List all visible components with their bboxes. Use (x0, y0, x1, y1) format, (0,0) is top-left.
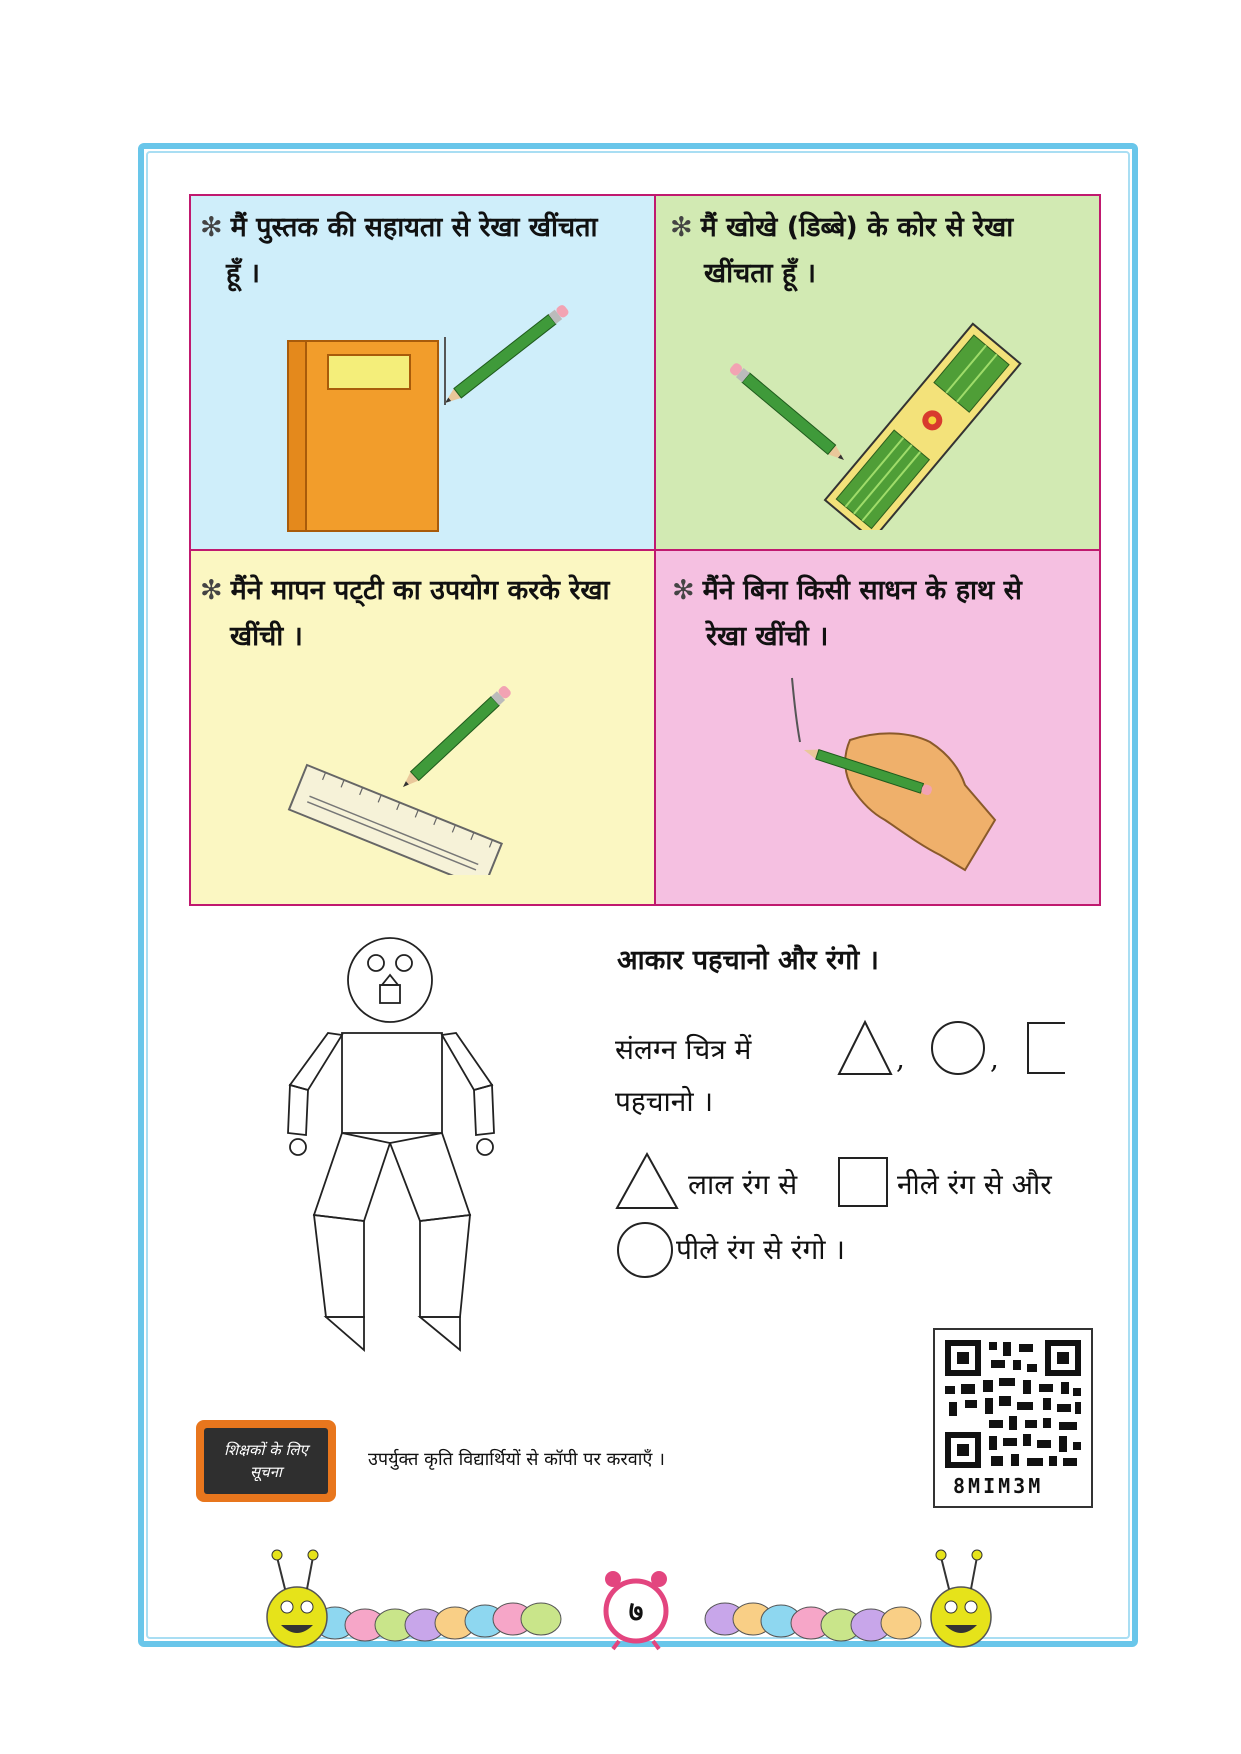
caption-book-line1: मैं पुस्तक की सहायता से रेखा खींचता (230, 212, 598, 243)
ruler-icon (289, 765, 502, 875)
pencil-icon (399, 684, 512, 791)
teacher-note-text: उपर्युक्त कृति विद्यार्थियों से कॉपी पर करवाएँ । (368, 1449, 665, 1470)
hand-icon (845, 733, 995, 870)
circle-icon (932, 1022, 984, 1074)
pencil-icon (728, 362, 848, 465)
caption-ruler-line2: खींची । (230, 621, 303, 652)
hand-pencil-illustration (790, 670, 1020, 890)
caption-freehand-line1: मैंने बिना किसी साधन के हाथ से (702, 575, 1022, 606)
board-line2: सूचना (250, 1463, 282, 1481)
bullet-icon: ✻ (200, 575, 223, 606)
comma-2: , (990, 1042, 999, 1075)
triangle-instruction: लाल रंग से (688, 1168, 798, 1201)
box-pencil-illustration (720, 300, 1030, 530)
bullet-icon: ✻ (670, 212, 693, 243)
panel-divider-horizontal (190, 549, 1100, 551)
square-icon (1028, 1023, 1065, 1073)
robot-body-square (342, 1033, 442, 1133)
circle-icon (618, 1223, 672, 1277)
caption-book-line2: हूँ । (226, 258, 260, 289)
caption-box-line2: खींचता हूँ । (704, 258, 816, 289)
square-instruction-icon (836, 1155, 892, 1211)
pencil-icon (441, 303, 570, 407)
identify-text: संलग्न चित्र में (615, 1033, 752, 1066)
caption-freehand-line2: रेखा खींची । (706, 621, 829, 652)
identify-shapes (835, 1018, 1065, 1080)
robot-head-circle (348, 938, 432, 1022)
page-number: ७ (628, 1595, 644, 1628)
board-line1: शिक्षकों के लिए (224, 1441, 308, 1459)
book-pencil-illustration (280, 295, 570, 535)
caption-book (200, 205, 597, 297)
qr-code-icon (935, 1334, 1091, 1474)
circle-instruction: पीले रंग से रंगो । (676, 1233, 845, 1266)
triangle-instruction-icon (615, 1150, 685, 1212)
circle-instruction-icon (615, 1220, 675, 1280)
triangle-icon (617, 1154, 677, 1208)
caption-freehand (672, 568, 1022, 660)
caption-box-line1: मैं खोखे (डिब्बे) के कोर से रेखा (700, 212, 1014, 243)
matchbox-icon (825, 324, 1020, 530)
square-icon (839, 1158, 887, 1206)
qr-code-label: 8MIM3M (953, 1474, 1044, 1498)
caption-ruler (200, 568, 610, 660)
teacher-note-board (196, 1420, 336, 1502)
caterpillar-head-right-icon (931, 1550, 991, 1647)
activity-heading: आकार पहचानो और रंगो । (617, 945, 879, 976)
caption-box (670, 205, 1013, 297)
ruler-pencil-illustration (285, 675, 545, 875)
comma-1: , (896, 1042, 905, 1075)
identify-suffix: पहचानो । (615, 1085, 714, 1118)
bullet-icon: ✻ (672, 575, 695, 606)
caterpillar-head-left-icon (267, 1550, 327, 1647)
caption-ruler-line1: मैंने मापन पट्‌टी का उपयोग करके रेखा (230, 575, 610, 606)
bullet-icon: ✻ (200, 212, 223, 243)
triangle-icon (839, 1022, 891, 1074)
square-instruction: नीले रंग से और (897, 1168, 1052, 1201)
shape-robot-figure (270, 925, 510, 1395)
